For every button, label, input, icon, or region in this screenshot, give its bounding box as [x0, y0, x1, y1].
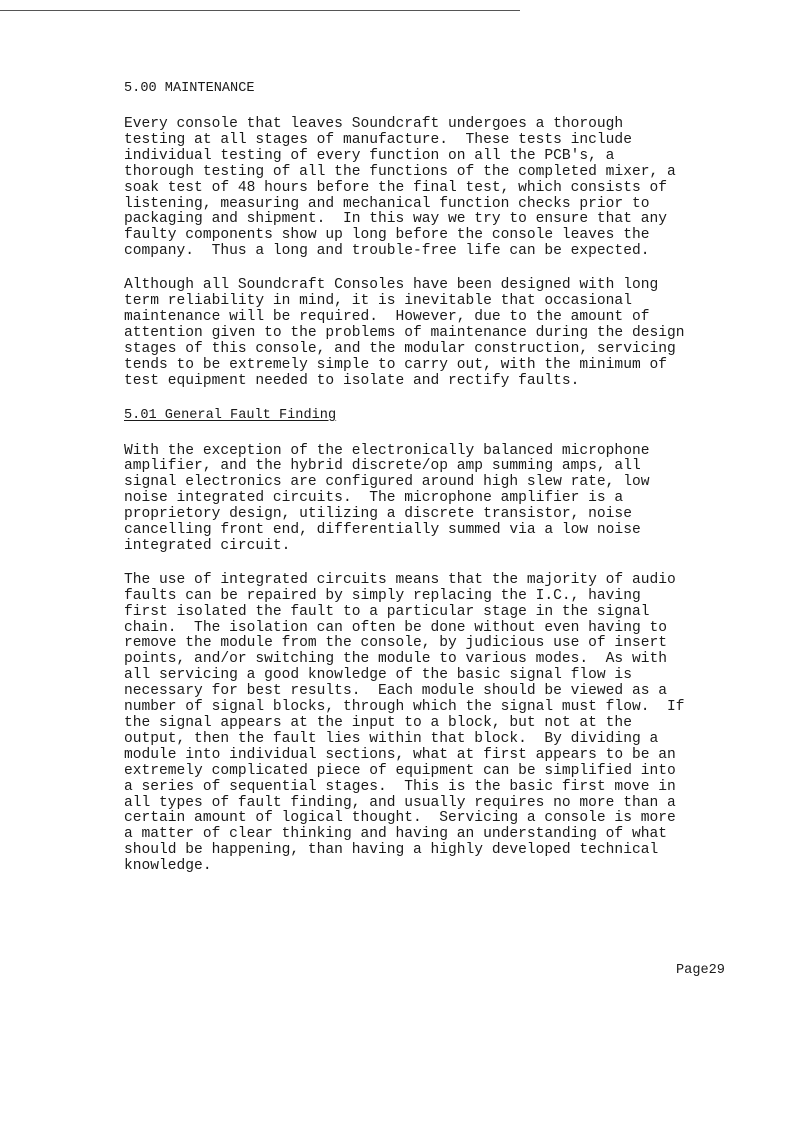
- text-line: With the exception of the electronically balanced microphone: [124, 442, 650, 459]
- text-line: attention given to the problems of maintenance during the design: [124, 324, 685, 341]
- document-page: [124, 81, 764, 893]
- text-line: the signal appears at the input to a block, but not at the: [124, 715, 632, 731]
- paragraph-testing: [124, 117, 764, 260]
- text-line: maintenance will be required. However, due to the amount of: [124, 308, 650, 325]
- text-line: signal electronics are configured around high slew rate, low: [124, 474, 650, 491]
- text-line: a matter of clear thinking and having an understanding of what: [124, 826, 667, 843]
- section-heading-maintenance: 5.00 MAINTENANCE: [124, 81, 255, 96]
- paragraph-electronics: [124, 444, 764, 555]
- text-line: number of signal blocks, through which the signal must flow. If: [124, 699, 685, 716]
- section-heading-fault-finding: 5.01 General Fault Finding: [124, 407, 337, 423]
- text-line: a series of sequential stages. This is the basic first move in: [124, 778, 676, 795]
- text-line: soak test of 48 hours before the final test, which consists of: [124, 179, 667, 196]
- text-line: should be happening, than having a highly developed technical: [124, 842, 659, 859]
- text-line: packaging and shipment. In this way we try to ensure that any: [124, 211, 667, 228]
- text-line: all types of fault finding, and usually requires no more than a: [124, 794, 676, 811]
- text-line: company. Thus a long and trouble-free life can be expected.: [124, 243, 650, 260]
- text-line: knowledge.: [124, 858, 212, 875]
- section-general-fault-finding: [124, 408, 764, 876]
- text-line: proprietory design, utilizing a discrete transistor, noise: [124, 506, 632, 523]
- text-line: individual testing of every function on all the PCB's, a: [124, 147, 615, 164]
- text-line: The use of integrated circuits means that the majority of audio: [124, 571, 676, 588]
- text-line: points, and/or switching the module to various modes. As with: [124, 651, 667, 668]
- text-line: certain amount of logical thought. Servicing a console is more: [124, 810, 676, 827]
- text-line: thorough testing of all the functions of the completed mixer, a: [124, 163, 676, 180]
- text-line: cancelling front end, differentially summed via a low noise: [124, 522, 641, 539]
- section-maintenance: [124, 81, 764, 390]
- text-line: test equipment needed to isolate and rectify faults.: [124, 372, 580, 389]
- text-line: noise integrated circuits. The microphone amplifier is a: [124, 490, 624, 507]
- page-number: Page29: [676, 963, 725, 978]
- text-line: necessary for best results. Each module should be viewed as a: [124, 683, 667, 700]
- text-line: term reliability in mind, it is inevitable that occasional: [124, 293, 632, 310]
- text-line: testing at all stages of manufacture. These tests include: [124, 131, 632, 148]
- text-line: module into individual sections, what at first appears to be an: [124, 746, 676, 763]
- text-line: faulty components show up long before the console leaves the: [124, 227, 650, 244]
- text-line: listening, measuring and mechanical function checks prior to: [124, 195, 650, 212]
- text-line: tends to be extremely simple to carry out, with the minimum of: [124, 356, 667, 373]
- text-line: remove the module from the console, by judicious use of insert: [124, 635, 667, 652]
- text-line: all servicing a good knowledge of the basic signal flow is: [124, 667, 632, 684]
- paragraph-integrated-circuits: [124, 573, 764, 875]
- text-line: stages of this console, and the modular construction, servicing: [124, 340, 676, 357]
- text-line: extremely complicated piece of equipment can be simplified into: [124, 762, 676, 779]
- paragraph-reliability: [124, 278, 764, 389]
- text-line: Although all Soundcraft Consoles have been designed with long: [124, 277, 659, 294]
- text-line: faults can be repaired by simply replacing the I.C., having: [124, 587, 641, 604]
- text-line: output, then the fault lies within that block. By dividing a: [124, 730, 659, 747]
- text-line: Every console that leaves Soundcraft undergoes a thorough: [124, 116, 624, 132]
- text-line: first isolated the fault to a particular stage in the signal: [124, 603, 650, 620]
- text-line: chain. The isolation can often be done without even having to: [124, 619, 667, 636]
- text-line: amplifier, and the hybrid discrete/op amp summing amps, all: [124, 458, 641, 475]
- text-line: integrated circuit.: [124, 537, 291, 554]
- top-rule: [0, 10, 520, 11]
